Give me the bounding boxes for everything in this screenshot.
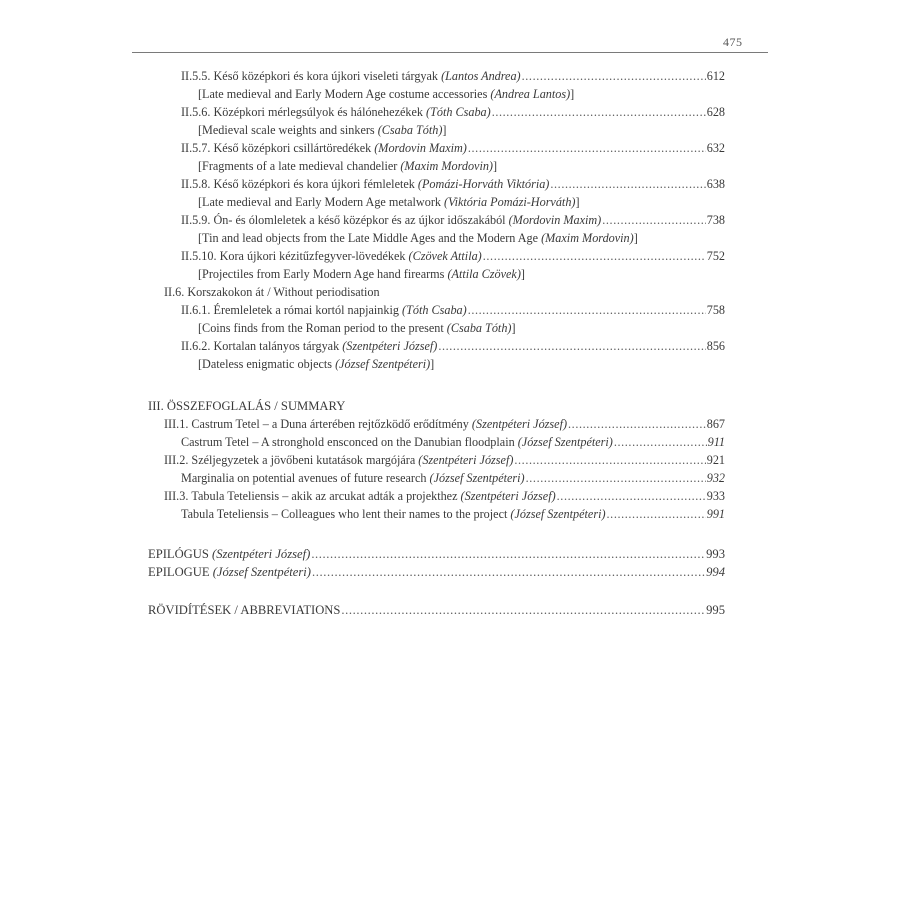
entry-english-author: (Viktória Pomázi-Horváth) [444,195,576,209]
entry-page: 758 [706,303,725,317]
entry-author: (Szentpéteri József) [212,547,311,561]
toc-entry-II-5-10 [0,247,900,283]
entry-title: Éremleletek a római kortól napjainkig [213,303,399,317]
toc-entry-II-5-6 [0,103,900,139]
entry-page: 752 [706,249,725,263]
entry-page: 856 [706,339,725,353]
entry-english-title: [Projectiles from Early Modern Age hand firearms [198,267,445,281]
entry-author: (Tóth Csaba) [426,105,491,119]
leader-dots [492,103,706,121]
entry-number: II.5.8. [181,177,211,191]
leader-dots [522,67,706,85]
header-rule [132,52,768,53]
entry-number: II.6.1. [181,303,211,317]
entry-english-title: Castrum Tetel – A stronghold ensconced on the Danubian floodplain [181,435,515,449]
bracket-close: ] [570,87,575,101]
leader-dots [607,505,706,523]
entry-page: 994 [706,565,725,579]
entry-title: Középkori mérlegsúlyok és hálónehezékek [213,105,423,119]
entry-english-author: (Andrea Lantos) [490,87,571,101]
leader-dots [557,487,706,505]
entry-english-title: [Fragments of a late medieval chandelier [198,159,398,173]
entry-title: Késő középkori csillártöredékek [213,141,372,155]
entry-page: 628 [706,105,725,119]
entry-title: Ón- és ólomleletek a késő középkor és az újkor időszakából [213,213,506,227]
entry-title: Tabula Teteliensis – akik az arcukat adták a projekthez [191,489,458,503]
toc-entry-III-3 [0,487,900,523]
entry-page: 867 [706,417,725,431]
section-heading-III [0,397,900,415]
entry-number: II.5.6. [181,105,211,119]
entry-number: III.1. [164,417,189,431]
toc-entry-epilogue [0,563,900,581]
page-number: 475 [723,35,743,49]
leader-dots [483,247,706,265]
bracket-close: ] [442,123,447,137]
entry-title: Késő középkori és kora újkori fémleletek [213,177,415,191]
entry-english-title: [Coins finds from the Roman period to the present [198,321,444,335]
section-heading-II-6 [0,283,900,301]
entry-page: 995 [706,603,725,617]
toc-entry-III-1 [0,415,900,451]
leader-dots [312,563,705,581]
section-label: III. ÖSSZEFOGLALÁS / SUMMARY [148,399,346,413]
toc-entry-II-5-8 [0,175,900,211]
entry-title: EPILOGUE [148,565,210,579]
entry-english-author: (József Szentpéteri) [510,507,606,521]
entry-title: RÖVIDÍTÉSEK / ABBREVIATIONS [148,603,341,617]
toc-entry-II-6-1 [0,301,900,337]
entry-english-page: 932 [706,471,725,485]
toc-entry-II-5-5 [0,67,900,103]
entry-number: III.3. [164,489,189,503]
toc-entry-II-6-2 [0,337,900,373]
entry-english-author: (József Szentpéteri) [517,435,613,449]
leader-dots [602,211,705,229]
entry-english-author: (József Szentpéteri) [429,471,525,485]
entry-page: 612 [706,69,725,83]
entry-english-title: [Tin and lead objects from the Late Middle Ages and the Modern Age [198,231,539,245]
leader-dots [468,301,706,319]
entry-title: Széljegyzetek a jövőbeni kutatások margójára [191,453,416,467]
entry-english-author: (Maxim Mordovin) [400,159,493,173]
entry-title: Késő középkori és kora újkori viseleti tárgyak [213,69,439,83]
leader-dots [341,601,705,619]
entry-english-title: Marginalia on potential avenues of future research [181,471,427,485]
entry-page: 632 [706,141,725,155]
toc-entry-abbreviations [0,601,900,619]
entry-english-author: (József Szentpéteri) [335,357,431,371]
entry-number: III.2. [164,453,189,467]
entry-author: (Mordovin Maxim) [508,213,602,227]
entry-english-title: [Medieval scale weights and sinkers [198,123,375,137]
entry-english-author: (Csaba Tóth) [377,123,443,137]
entry-page: 638 [706,177,725,191]
entry-english-author: (Attila Czövek) [447,267,521,281]
entry-author: (Szentpéteri József) [471,417,568,431]
entry-author: (Czövek Attila) [408,249,482,263]
entry-number: II.6.2. [181,339,211,353]
bracket-close: ] [520,267,525,281]
entry-english-page: 911 [707,435,725,449]
entry-number: II.5.10. [181,249,217,263]
bracket-close: ] [430,357,435,371]
toc-entry-II-5-7 [0,139,900,175]
entry-english-author: (Maxim Mordovin) [541,231,634,245]
leader-dots [311,545,705,563]
entry-english-title: Tabula Teteliensis – Colleagues who lent their names to the project [181,507,508,521]
entry-title: EPILÓGUS [148,547,209,561]
bracket-close: ] [493,159,498,173]
toc-entry-III-2 [0,451,900,487]
leader-dots [438,337,705,355]
entry-title: Kora újkori kézitűzfegyver-lövedékek [219,249,406,263]
entry-author: (Tóth Csaba) [402,303,467,317]
entry-author: (József Szentpéteri) [212,565,311,579]
entry-english-title: [Late medieval and Early Modern Age costume accessories [198,87,488,101]
entry-number: II.5.7. [181,141,211,155]
leader-dots [526,469,706,487]
entry-english-author: (Csaba Tóth) [446,321,512,335]
leader-dots [568,415,706,433]
entry-author: (Pomázi-Horváth Viktória) [417,177,550,191]
leader-dots [550,175,705,193]
entry-page: 933 [706,489,725,503]
entry-author: (Szentpéteri József) [460,489,556,503]
toc-entry-epilogus [0,545,900,563]
leader-dots [614,433,707,451]
entry-number: II.5.5. [181,69,211,83]
toc-entry-II-5-9 [0,211,900,247]
bracket-close: ] [511,321,516,335]
leader-dots [468,139,706,157]
entry-page: 738 [706,213,725,227]
entry-author: (Szentpéteri József) [418,453,514,467]
section-label: II.6. Korszakokon át / Without periodisation [164,285,380,299]
entry-author: (Szentpéteri József) [342,339,438,353]
entry-page: 993 [706,547,725,561]
table-of-contents [0,67,900,619]
entry-number: II.5.9. [181,213,211,227]
entry-english-title: [Late medieval and Early Modern Age metalwork [198,195,441,209]
entry-title: Castrum Tetel – a Duna árterében rejtőzködő erődítmény [191,417,469,431]
entry-page: 921 [706,453,725,467]
bracket-close: ] [633,231,638,245]
entry-author: (Mordovin Maxim) [374,141,467,155]
entry-author: (Lantos Andrea) [441,69,521,83]
entry-english-page: 991 [706,507,725,521]
entry-english-title: [Dateless enigmatic objects [198,357,333,371]
entry-title: Kortalan talányos tárgyak [213,339,340,353]
bracket-close: ] [575,195,580,209]
leader-dots [514,451,705,469]
